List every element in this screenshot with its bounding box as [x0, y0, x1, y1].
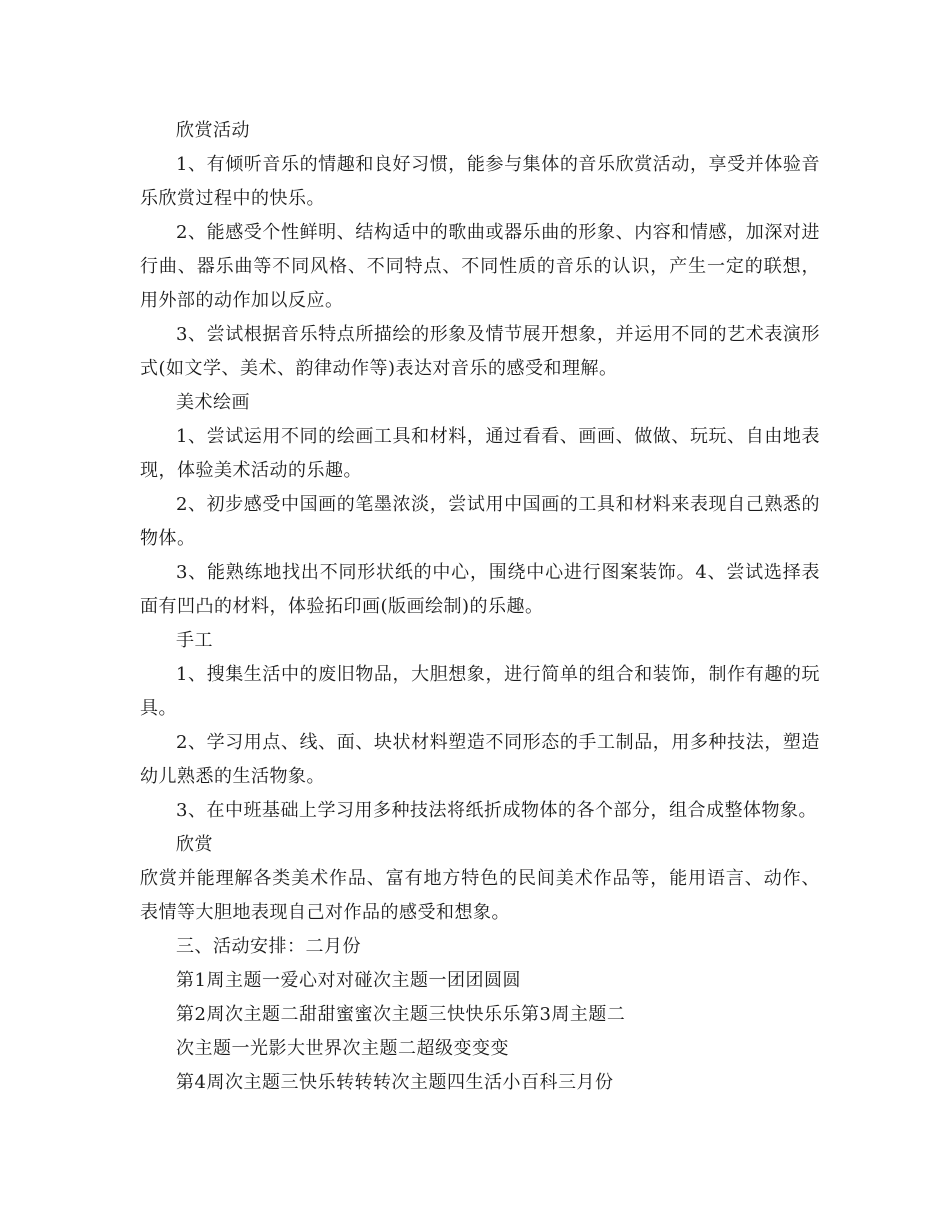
schedule-line: 第1周主题一爱心对对碰次主题一团团圆圆: [176, 970, 521, 991]
schedule-line: 第4周次主题三快乐转转转次主题四生活小百科三月份: [176, 1072, 614, 1093]
paragraph: 3、在中班基础上学习用多种技法将纸折成物体的各个部分，组合成整体物象。: [176, 800, 817, 821]
section-heading-appreciation: 欣赏: [176, 834, 213, 855]
document-body: [140, 114, 820, 1100]
schedule-line: 次主题一光影大世界次主题二超级变变变: [176, 1038, 509, 1059]
paragraph: 1、尝试运用不同的绘画工具和材料，通过看看、画画、做做、玩玩、自由地表现，体验美术活动的乐趣。: [140, 426, 820, 481]
schedule-line: 第2周次主题二甜甜蜜蜜次主题三快快乐乐第3周主题二: [176, 1004, 626, 1025]
paragraph: 1、有倾听音乐的情趣和良好习惯，能参与集体的音乐欣赏活动，享受并体验音乐欣赏过程中的快乐。: [140, 154, 820, 209]
section-heading-appreciation-activity: 欣赏活动: [176, 120, 250, 141]
paragraph: 3、尝试根据音乐特点所描绘的形象及情节展开想象，并运用不同的艺术表演形式(如文学、美术、韵律动作等)表达对音乐的感受和理解。: [140, 324, 820, 379]
paragraph: 2、能感受个性鲜明、结构适中的歌曲或器乐曲的形象、内容和情感，加深对进行曲、器乐曲等不同风格、不同特点、不同性质的音乐的认识，产生一定的联想，用外部的动作加以反应。: [140, 222, 820, 311]
paragraph: 1、搜集生活中的废旧物品，大胆想象，进行简单的组合和装饰，制作有趣的玩具。: [140, 664, 820, 719]
section-heading-art-painting: 美术绘画: [176, 392, 250, 413]
paragraph: 2、学习用点、线、面、块状材料塑造不同形态的手工制品，用多种技法，塑造幼儿熟悉的生活物象。: [140, 732, 820, 787]
paragraph: 欣赏并能理解各类美术作品、富有地方特色的民间美术作品等，能用语言、动作、表情等大胆地表现自己对作品的感受和想象。: [140, 868, 820, 923]
paragraph: 3、能熟练地找出不同形状纸的中心，围绕中心进行图案装饰。4、尝试选择表面有凹凸的材料，体验拓印画(版画绘制)的乐趣。: [140, 562, 820, 617]
paragraph: 2、初步感受中国画的笔墨浓淡，尝试用中国画的工具和材料来表现自己熟悉的物体。: [140, 494, 820, 549]
section-heading-handcraft: 手工: [176, 630, 213, 651]
section-heading-activity-schedule: 三、活动安排：二月份: [176, 936, 361, 957]
